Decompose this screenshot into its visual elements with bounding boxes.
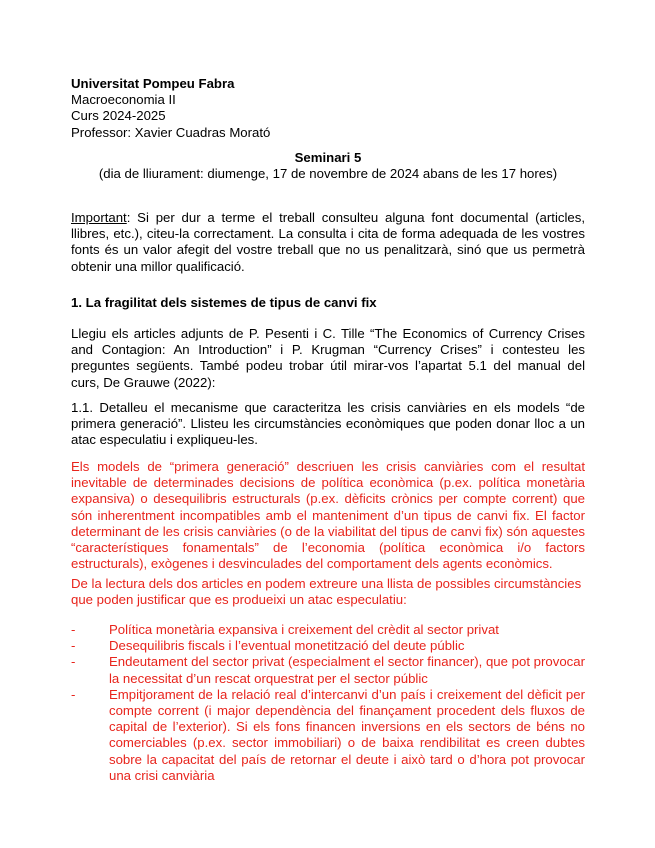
course-name: Macroeconomia II bbox=[71, 92, 176, 108]
list-item-text: Empitjorament de la relació real d’intercanvi d’un país i creixement del dèficit per compte corrent (i major dependència del finançament procedent dels fluxos de capital de l’exterior). Si els fons financen inversions en els sectors de béns no comerciables (p.ex. sector immobiliari) o de baixa rendibilitat es creen dubtes sobre la capacitat del país de retornar el deute i això tard o d’hora pot provocar una crisi canviària bbox=[109, 686, 585, 783]
university-name: Universitat Pompeu Fabra bbox=[71, 76, 235, 91]
list-item bbox=[71, 654, 585, 686]
important-label: Important bbox=[71, 210, 127, 225]
answer-paragraph-2: De la lectura dels dos articles en podem extreure una llista de possibles circumstàncies que poden justificar que es produeixi un atac especulatiu: bbox=[71, 576, 582, 608]
list-item-text: Desequilibris fiscals i l’eventual monetització del deute públic bbox=[109, 638, 465, 654]
academic-year: Curs 2024-2025 bbox=[71, 108, 166, 124]
list-item bbox=[71, 638, 585, 654]
document-header bbox=[71, 76, 585, 141]
bullet-dash: - bbox=[71, 622, 76, 637]
deadline-note: (dia de lliurament: diumenge, 17 de novembre de 2024 abans de les 17 hores) bbox=[98, 166, 558, 182]
list-item bbox=[71, 622, 585, 638]
bullet-dash: - bbox=[71, 654, 76, 670]
list-item bbox=[71, 687, 585, 784]
seminar-title: Seminari 5 bbox=[294, 150, 362, 165]
bullet-dash: - bbox=[71, 686, 76, 702]
circumstances-list bbox=[71, 622, 585, 784]
list-item-text: Política monetària expansiva i creixement del crèdit al sector privat bbox=[109, 622, 499, 637]
section-intro: Llegiu els articles adjunts de P. Pesenti i C. Tille “The Economics of Currency Crises and Contagion: An Introduction” i P. Krugman “Currency Crises” i contesteu les preguntes següents. També podeu trobar útil mirar-vos l’apartat 5.1 del manual del curs, De Grauwe (2022): bbox=[71, 326, 585, 390]
professor-name: Professor: Xavier Cuadras Morató bbox=[71, 124, 271, 140]
list-item-text: Endeutament del sector privat (especialment el sector financer), que pot provocar la necessitat d’un rescat orquestrat per el sector públic bbox=[109, 654, 585, 686]
bullet-dash: - bbox=[71, 638, 76, 654]
question-1-1: 1.1. Detalleu el mecanisme que caracteritza les crisis canviàries en els models “de primera generació”. Llisteu les circumstàncies econòmiques que poden donar lloc a un atac especulatiu i expliqueu-les. bbox=[71, 400, 585, 448]
important-text: : Si per dur a terme el treball consulteu alguna font documental (articles, llibres, etc.), citeu-la correctament. La consulta i cita de forma adequada de les vostres fonts és un valor afegit del vostre treball que no us penalitzarà, sinó que us permetrà obtenir una millor qualificació. bbox=[71, 210, 585, 274]
answer-paragraph-1: Els models de “primera generació” descriuen les crisis canviàries com el resultat inevitable de determinades decisions de política econòmica (p.ex. política monetària expansiva) o desequilibris estructurals (p.ex. dèficits crònics per compte corrent) que són inherentment incompatibles amb el manteniment d’un tipus de canvi fix. El factor determinant de les crisis canviàries (o de la viabilitat del tipus de canvi fix) són aquestes “característiques fonamentals” de l’economia (política econòmica i/o factors estructurals), exògenes i desvinculades del comportament dels agents econòmics. bbox=[71, 459, 585, 572]
important-note bbox=[71, 210, 585, 275]
seminar-title-block bbox=[71, 150, 585, 182]
section-heading: 1. La fragilitat dels sistemes de tipus de canvi fix bbox=[71, 295, 377, 310]
